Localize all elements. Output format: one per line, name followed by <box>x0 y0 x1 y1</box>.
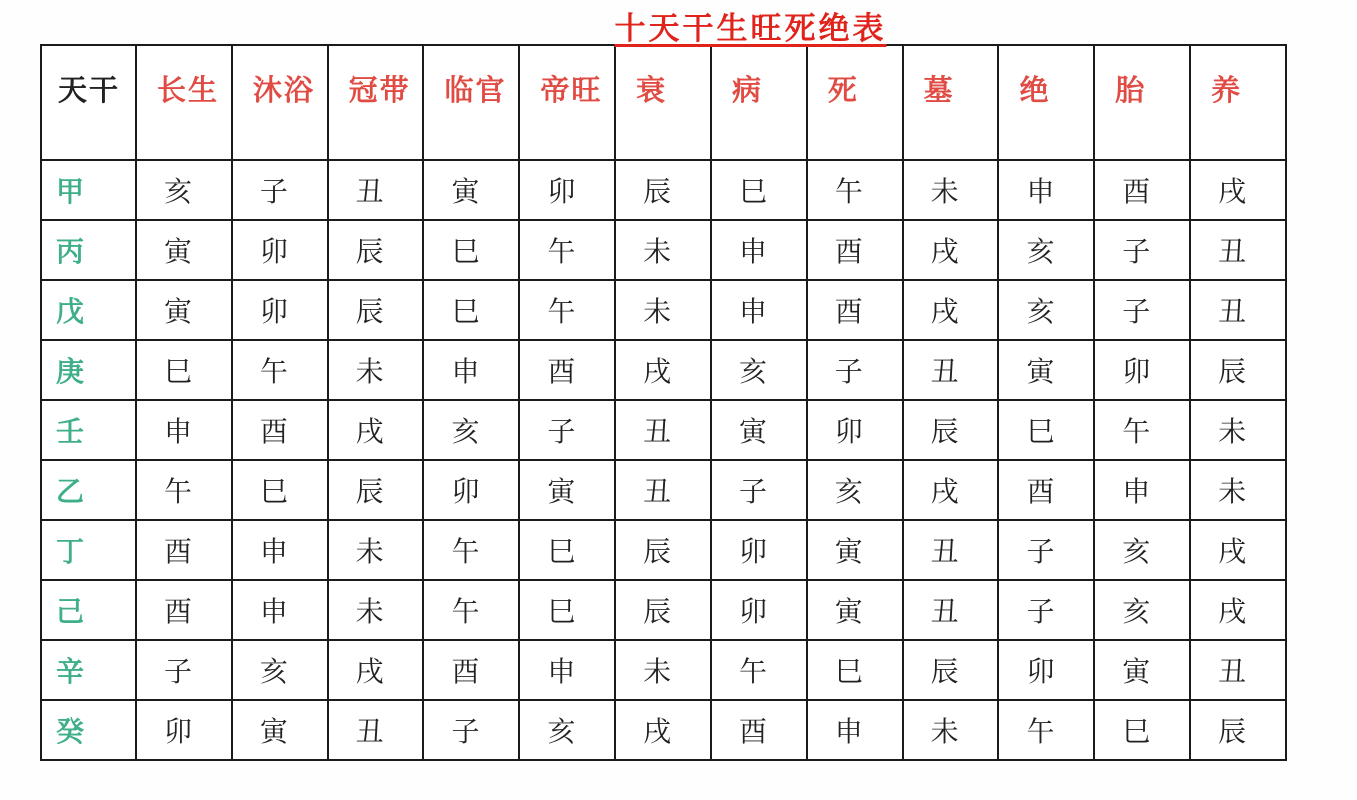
branch-cell: 子 <box>136 640 232 700</box>
branch-cell: 巳 <box>998 400 1094 460</box>
table-row-己 <box>41 580 1286 640</box>
branch-cell: 卯 <box>711 520 807 580</box>
branch-cell: 寅 <box>807 520 903 580</box>
table-row-癸 <box>41 700 1286 760</box>
branch-cell: 未 <box>328 580 424 640</box>
branch-cell: 丑 <box>328 700 424 760</box>
branch-cell: 巳 <box>519 580 615 640</box>
branch-cell: 卯 <box>423 460 519 520</box>
branch-cell: 卯 <box>136 700 232 760</box>
branch-cell: 未 <box>328 520 424 580</box>
stem-cell: 癸 <box>41 700 136 760</box>
branch-cell: 丑 <box>1190 640 1286 700</box>
branch-cell: 申 <box>807 700 903 760</box>
branch-cell: 申 <box>711 220 807 280</box>
branch-cell: 未 <box>328 340 424 400</box>
branch-cell: 巳 <box>1094 700 1190 760</box>
table-body <box>41 160 1286 760</box>
stem-cell: 辛 <box>41 640 136 700</box>
table-row-壬 <box>41 400 1286 460</box>
branch-cell: 酉 <box>136 520 232 580</box>
branch-cell: 辰 <box>1190 700 1286 760</box>
branch-cell: 午 <box>136 460 232 520</box>
branch-cell: 丑 <box>615 460 711 520</box>
stem-cell: 乙 <box>41 460 136 520</box>
table-row-丙 <box>41 220 1286 280</box>
branch-cell: 申 <box>519 640 615 700</box>
branch-cell: 寅 <box>136 220 232 280</box>
stage-header-7: 病 <box>711 45 807 160</box>
branch-cell: 巳 <box>711 160 807 220</box>
branch-cell: 戌 <box>328 400 424 460</box>
branch-cell: 辰 <box>903 640 999 700</box>
branch-cell: 辰 <box>615 580 711 640</box>
branch-cell: 丑 <box>615 400 711 460</box>
branch-cell: 巳 <box>519 520 615 580</box>
stage-header-11: 胎 <box>1094 45 1190 160</box>
stage-header-12: 养 <box>1190 45 1286 160</box>
branch-cell: 子 <box>232 160 328 220</box>
stem-cell: 丙 <box>41 220 136 280</box>
branch-cell: 戌 <box>1190 520 1286 580</box>
branch-cell: 子 <box>998 580 1094 640</box>
branch-cell: 戌 <box>903 460 999 520</box>
branch-cell: 亥 <box>807 460 903 520</box>
branch-cell: 戌 <box>1190 580 1286 640</box>
branch-cell: 酉 <box>998 460 1094 520</box>
branch-cell: 子 <box>423 700 519 760</box>
branch-cell: 午 <box>807 160 903 220</box>
branch-cell: 申 <box>232 520 328 580</box>
page-title: 十天干生旺死绝表 <box>614 11 887 46</box>
branch-cell: 酉 <box>136 580 232 640</box>
branch-cell: 巳 <box>232 460 328 520</box>
branch-cell: 未 <box>903 700 999 760</box>
branch-cell: 亥 <box>711 340 807 400</box>
branch-cell: 戌 <box>1190 160 1286 220</box>
branch-cell: 未 <box>615 220 711 280</box>
branch-cell: 寅 <box>423 160 519 220</box>
branch-cell: 亥 <box>1094 520 1190 580</box>
branch-cell: 丑 <box>1190 220 1286 280</box>
branch-cell: 丑 <box>903 580 999 640</box>
branch-cell: 辰 <box>1190 340 1286 400</box>
stem-cell: 壬 <box>41 400 136 460</box>
branch-cell: 申 <box>711 280 807 340</box>
title-area <box>0 0 1357 44</box>
branch-cell: 辰 <box>903 400 999 460</box>
stage-header-6: 衰 <box>615 45 711 160</box>
branch-cell: 酉 <box>807 280 903 340</box>
branch-cell: 未 <box>1190 460 1286 520</box>
stage-header-10: 绝 <box>998 45 1094 160</box>
table-row-甲 <box>41 160 1286 220</box>
branch-cell: 卯 <box>232 280 328 340</box>
branch-cell: 巳 <box>423 280 519 340</box>
branch-cell: 巳 <box>423 220 519 280</box>
branch-cell: 丑 <box>328 160 424 220</box>
branch-cell: 丑 <box>1190 280 1286 340</box>
branch-cell: 丑 <box>903 520 999 580</box>
branch-cell: 戌 <box>615 700 711 760</box>
branch-cell: 午 <box>1094 400 1190 460</box>
branch-cell: 辰 <box>615 520 711 580</box>
branch-cell: 寅 <box>232 700 328 760</box>
branch-cell: 辰 <box>615 160 711 220</box>
branch-cell: 子 <box>807 340 903 400</box>
branch-cell: 亥 <box>998 220 1094 280</box>
table-row-庚 <box>41 340 1286 400</box>
branch-cell: 午 <box>423 580 519 640</box>
branch-cell: 寅 <box>807 580 903 640</box>
table-row-乙 <box>41 460 1286 520</box>
branch-cell: 寅 <box>519 460 615 520</box>
branch-cell: 午 <box>519 220 615 280</box>
branch-cell: 辰 <box>328 280 424 340</box>
branch-cell: 申 <box>136 400 232 460</box>
stage-header-1: 长生 <box>136 45 232 160</box>
branch-cell: 戌 <box>903 280 999 340</box>
branch-cell: 辰 <box>328 220 424 280</box>
branch-cell: 午 <box>423 520 519 580</box>
branch-cell: 酉 <box>519 340 615 400</box>
header-row <box>41 45 1286 160</box>
branch-cell: 申 <box>998 160 1094 220</box>
branch-cell: 丑 <box>903 340 999 400</box>
branch-cell: 巳 <box>807 640 903 700</box>
stage-header-5: 帝旺 <box>519 45 615 160</box>
table-row-丁 <box>41 520 1286 580</box>
branch-cell: 卯 <box>1094 340 1190 400</box>
branch-cell: 午 <box>232 340 328 400</box>
branch-cell: 寅 <box>1094 640 1190 700</box>
branch-cell: 午 <box>711 640 807 700</box>
branch-cell: 辰 <box>328 460 424 520</box>
branch-cell: 酉 <box>711 700 807 760</box>
branch-cell: 戌 <box>328 640 424 700</box>
table-row-戊 <box>41 280 1286 340</box>
stem-cell: 己 <box>41 580 136 640</box>
branch-cell: 巳 <box>136 340 232 400</box>
branch-cell: 子 <box>998 520 1094 580</box>
branch-cell: 酉 <box>807 220 903 280</box>
stage-header-3: 冠带 <box>328 45 424 160</box>
branch-cell: 亥 <box>423 400 519 460</box>
branch-cell: 亥 <box>519 700 615 760</box>
stem-cell: 甲 <box>41 160 136 220</box>
branch-cell: 子 <box>1094 220 1190 280</box>
branch-cell: 卯 <box>711 580 807 640</box>
branch-cell: 未 <box>615 640 711 700</box>
branch-cell: 午 <box>998 700 1094 760</box>
branch-cell: 亥 <box>232 640 328 700</box>
branch-cell: 酉 <box>232 400 328 460</box>
stem-cell: 丁 <box>41 520 136 580</box>
branch-cell: 戌 <box>615 340 711 400</box>
branch-cell: 子 <box>1094 280 1190 340</box>
stage-header-8: 死 <box>807 45 903 160</box>
branch-cell: 子 <box>519 400 615 460</box>
branch-cell: 午 <box>519 280 615 340</box>
corner-header: 天干 <box>41 45 136 160</box>
branch-cell: 卯 <box>807 400 903 460</box>
branch-cell: 酉 <box>423 640 519 700</box>
branch-cell: 申 <box>232 580 328 640</box>
stem-cell: 庚 <box>41 340 136 400</box>
stem-cell: 戊 <box>41 280 136 340</box>
stem-stage-table <box>40 44 1287 761</box>
stage-header-4: 临官 <box>423 45 519 160</box>
branch-cell: 寅 <box>136 280 232 340</box>
branch-cell: 未 <box>1190 400 1286 460</box>
table-row-辛 <box>41 640 1286 700</box>
branch-cell: 卯 <box>998 640 1094 700</box>
stage-header-2: 沐浴 <box>232 45 328 160</box>
branch-cell: 寅 <box>998 340 1094 400</box>
branch-cell: 亥 <box>998 280 1094 340</box>
branch-cell: 卯 <box>519 160 615 220</box>
branch-cell: 亥 <box>1094 580 1190 640</box>
stage-header-9: 墓 <box>903 45 999 160</box>
branch-cell: 酉 <box>1094 160 1190 220</box>
branch-cell: 未 <box>903 160 999 220</box>
branch-cell: 戌 <box>903 220 999 280</box>
branch-cell: 申 <box>1094 460 1190 520</box>
branch-cell: 亥 <box>136 160 232 220</box>
branch-cell: 子 <box>711 460 807 520</box>
branch-cell: 未 <box>615 280 711 340</box>
branch-cell: 申 <box>423 340 519 400</box>
branch-cell: 卯 <box>232 220 328 280</box>
branch-cell: 寅 <box>711 400 807 460</box>
